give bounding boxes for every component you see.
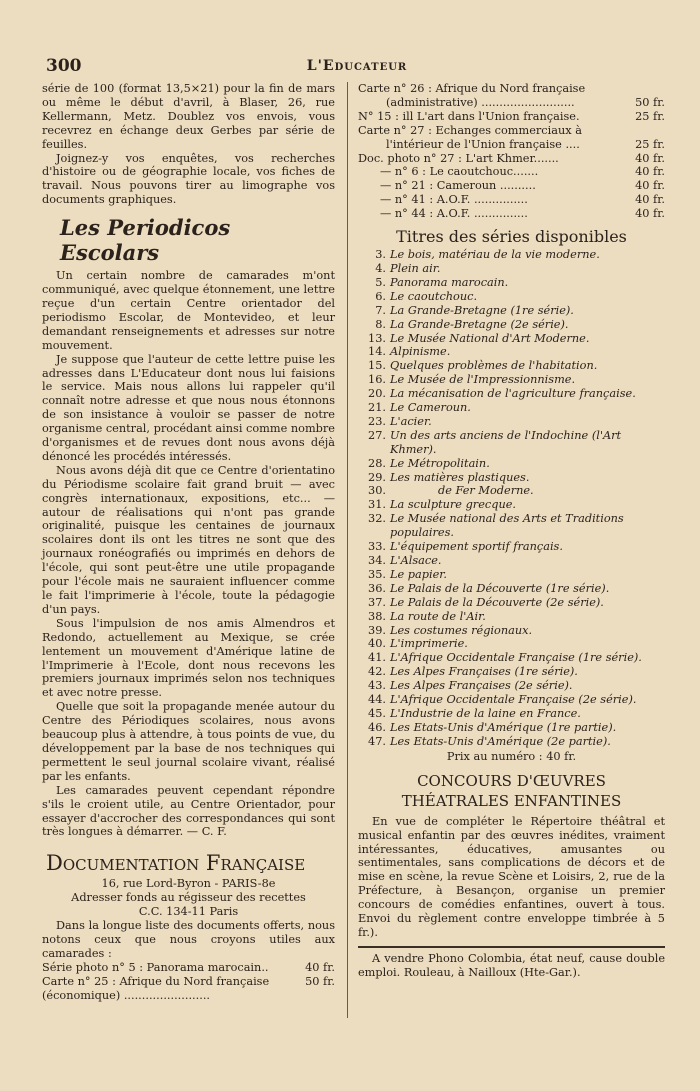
left-column (42, 82, 347, 1018)
paragraph: Joignez-y vos enquêtes, vos recherches d'histoire ou de géographie locale, vos fiches de travail. Nous pouvons tirer au limographe vos documents graphiques. (42, 151, 335, 207)
journal-title: L'Educateur (306, 58, 408, 74)
page-header (42, 50, 672, 82)
list-item: Carte n° 25 : Afrique du Nord française (économique) ........................ 50 fr. (42, 974, 335, 1002)
list-item: — n° 44 : A.O.F. ............... 40 fr. (380, 207, 665, 221)
paragraph: Quelle que soit la propagande menée autour du Centre des Périodiques scolaires, nous avons beaucoup plus à attendre, à tous points de vue, du développement par la base de nos techniques qui permettent le seul journal scolaire vivant, réalisé par les enfants. (42, 700, 335, 783)
classified-ad: A vendre Phono Colombia, état neuf, cause double emploi. Rouleau, à Nailloux (Hte-Gar.). (358, 951, 665, 979)
list-item: 44. L'Afrique Occidentale Française (2e série). (368, 693, 637, 707)
address-line: Adresser fonds au régisseur des recettes (71, 891, 306, 905)
list-item: 39. Les costumes régionaux. (368, 623, 533, 637)
list-item: N° 15 : ill L'art dans l'Union française. 25 fr. (358, 109, 665, 123)
list-item: 37. Le Palais de la Découverte (2e série). (368, 595, 604, 609)
list-item: 16. Le Musée de l'Impressionnisme. (368, 373, 576, 387)
paragraph: En vue de compléter le Répertoire théâtral et musical enfantin par des œuvres inédites, vraiment intéressantes, éducatives, amusantes ou sentimentales, sans complications de décors et de mise en scène, la revue Scène et Loisirs, 2, rue de la Préfecture, à Besançon, organise un premier concours de comédies enfantines, ouvert à tous. Envoi du règlement contre enveloppe timbrée à 5 fr.). (358, 814, 665, 939)
list-item: 20. La mécanisation de l'agriculture française. (368, 387, 636, 401)
address-line: C.C. 134-11 Paris (138, 905, 239, 919)
list-item: 35. Le papier. (368, 567, 448, 581)
list-item: 23. L'acier. (368, 414, 432, 428)
list-item: 21. Le Cameroun. (368, 401, 471, 415)
list-item: 34. L'Alsace. (368, 554, 442, 567)
list-item: l'intérieur de l'Union française .... 25 fr. (386, 137, 665, 151)
series-list (358, 248, 665, 749)
columns (42, 82, 672, 1018)
list-item: — n° 41 : A.O.F. ............... 40 fr. (380, 193, 665, 207)
catalog-list (358, 82, 665, 221)
list-item: (administrative) .......................... 50 fr. (386, 95, 665, 109)
list-item: 4. Plein air. (375, 261, 441, 275)
list-item: 15. Quelques problèmes de l'habitation. (368, 359, 598, 373)
list-item: 3. Le bois, matériau de la vie moderne. (375, 248, 600, 262)
list-item: 33. L'équipement sportif français. (368, 540, 563, 554)
divider (358, 946, 665, 948)
list-item: 6. Le caoutchouc. (375, 289, 478, 303)
section-heading: Les Periodicos Escolars (60, 215, 231, 266)
list-item: 5. Panorama marocain. (375, 275, 509, 289)
paragraph: Les camarades peuvent cependant répondre s'ils le croient utile, au Centre Orientador, pour essayer d'accrocher des correspondances qui sont très longues à démarrer. — C. F. (42, 783, 335, 839)
list-item: 27. Un des arts anciens de l'Indochine (l'Art Khmer). (368, 428, 622, 456)
list-item: 41. L'Afrique Occidentale Française (1re série). (368, 651, 642, 665)
list-item: 36. Le Palais de la Découverte (1re série). (368, 581, 610, 595)
list-item: 38. La route de l'Air. (368, 609, 486, 623)
list-item: — n° 21 : Cameroun .......... 40 fr. (380, 179, 665, 193)
list-item: Série photo n° 5 : Panorama marocain.. 40 fr. (42, 961, 335, 975)
list-item: 42. Les Alpes Françaises (1re série). (368, 665, 578, 679)
list-item: 31. La sculpture grecque. (368, 498, 516, 512)
list-item: 43. Les Alpes Françaises (2e série). (368, 679, 573, 693)
section-heading: Documentation Française (46, 851, 306, 876)
paragraph: Dans la longue liste des documents offerts, nous notons ceux que nous croyons utiles aux camarades : (42, 919, 335, 961)
list-item: 30. de Fer Moderne. (368, 484, 534, 498)
paragraph: Sous l'impulsion de nos amis Almendros et Redondo, actuellement au Mexique, se crée lentement un mouvement d'Amérique latine de l'Imprimerie à l'Ecole, dont nous recevons les premiers journaux imprimés selon nos techniques et avec notre presse. (42, 616, 335, 700)
list-item: Carte n° 26 : Afrique du Nord française (358, 82, 586, 95)
list-item: 47. Les Etats-Unis d'Amérique (2e partie). (368, 734, 611, 748)
list-item: 40. L'imprimerie. (368, 637, 468, 651)
list-item: 32. Le Musée national des Arts et Traditions populaires. (368, 512, 624, 540)
paragraph: Je suppose que l'auteur de cette lettre puise les adresses dans L'Educateur dont nous lui faisions le service. Mais nous allons lui rappeler qu'il connaît notre adresse et que nous nous étonnons de son insistance à vouloir se passer de notre organisme central, procédant ainsi comme nombre d'organismes et de revues dont nous avons déjà dénoncé les procédés intéressés. (42, 352, 335, 463)
price-line: Prix au numéro : 40 fr. (446, 749, 577, 763)
list-item: 8. La Grande-Bretagne (2e série). (375, 317, 569, 331)
right-column (347, 82, 665, 1018)
paragraph: série de 100 (format 13,5×21) pour la fin de mars ou même le début d'avril, à Blaser, 26, rue Kellermann, Metz. Doublez vos envois, vous recevrez en échange deux Gerbes par série de feuilles. (42, 82, 335, 151)
list-item: — n° 6 : Le caoutchouc....... 40 fr. (380, 165, 665, 179)
list-item: 28. Le Métropolitain. (368, 456, 490, 470)
section-heading: Titres des séries disponibles (396, 227, 627, 247)
list-item: 7. La Grande-Bretagne (1re série). (375, 303, 574, 317)
list-item: Doc. photo n° 27 : L'art Khmer....... 40 fr. (358, 151, 665, 165)
list-item: 45. L'Industrie de la laine en France. (368, 706, 581, 720)
page-number: 300 (46, 56, 82, 76)
list-item: Carte n° 27 : Echanges commerciaux à (358, 123, 582, 137)
list-item: 13. Le Musée National d'Art Moderne. (368, 331, 590, 345)
address-line: 16, rue Lord-Byron - PARIS-8e (101, 877, 276, 891)
list-item: 14. Alpinisme. (368, 345, 451, 359)
paragraph: Un certain nombre de camarades m'ont communiqué, avec quelque étonnement, une lettre reçue d'un certain Centre orientador del periodismo Escolar, de Montevideo, et leur demandant renseignements et adresses sur notre mouvement. (42, 269, 335, 352)
paragraph: Nous avons déjà dit que ce Centre d'orientatino du Périodisme scolaire fait grand bruit — avec congrès internationaux, expositions, etc... — autour de réalisations qui n'ont pas grande originalité, puisque les centaines de journaux scolaires dont ils ont les titres ne sont que des journaux ronéografiés ou imprimés en dehors de l'école, qui sont peut-être une utile propagande pour l'école mais ne sauraient influencer comme le fait l'imprimerie à l'école, toute la pédagogie d'un pays. (42, 463, 335, 616)
section-heading: CONCOURS D'ŒUVRES THÉATRALES ENFANTINES (401, 771, 622, 810)
list-item: 29. Les matières plastiques. (368, 470, 530, 484)
list-item: 46. Les Etats-Unis d'Amérique (1re partie). (368, 720, 617, 734)
